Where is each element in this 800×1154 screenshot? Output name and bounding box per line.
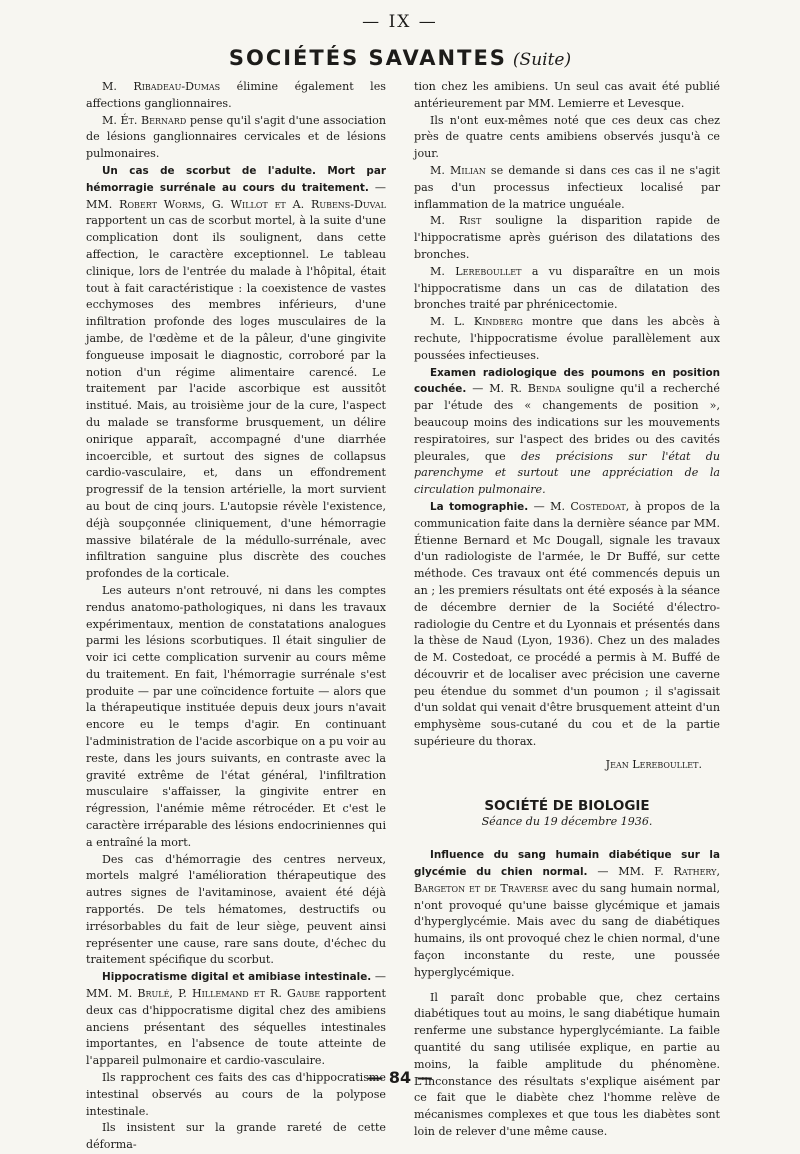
article-tomographie [414, 499, 720, 751]
speaker-name: M. L. Kindberg [430, 315, 523, 329]
article-title: Influence du sang humain diabétique sur la glycémie du chien normal. [414, 849, 720, 879]
paragraph-text: souligne la disparition rapide de l'hippocratisme après guérison des dilatations des bronches. [414, 214, 720, 261]
paragraph: Ils n'ont eux-mêmes noté que ces deux cas chez près de quatre cents amibiens observés jusqu'à ce jour. [414, 113, 720, 161]
paragraph-text: montre que dans les abcès à rechute, l'hippocratisme évolue parallèlement aux poussées infectieuses. [414, 315, 720, 362]
paragraph-text: se demande si dans ces cas il ne s'agit pas d'un processus infectieux localisé par inflammation de la matrice unguéale. [414, 163, 720, 211]
article-authors: — M. Costedoat, [528, 499, 630, 513]
paragraph-text: souligne qu'il a recherché par l'étude des « changements de position », beaucoup moins des indications sur les mouvements respiratoires, sur l'aspect des brides ou des cavités pleurales, que [414, 382, 720, 463]
paragraph-text: rapportent deux cas d'hippocratisme digital chez des amibiens anciens présentant des séquelles intestinales importantes, en l'absence de toute atteinte de l'appareil pulmonaire et cardio-vasculaire. [86, 987, 386, 1068]
running-heading [0, 46, 800, 70]
paragraph: Il paraît donc probable que, chez certains diabétiques tout au moins, le sang diabétique humain renferme une substance hyperglycémiante. La faible quantité du sang utilisée explique, en partie au moins, la faible amplitude du phénomène. L'inconstance des résultats s'explique aisément par ce fait que le diabète chez l'homme relève de mécanismes complexes et que tous les diabètes sont loin de relever d'une même cause. [414, 990, 720, 1139]
article-title: Hippocratisme digital et amibiase intestinale. [102, 971, 372, 984]
signature: Jean Lereboullet. [605, 757, 702, 771]
paragraph [414, 163, 720, 213]
speaker-name: M. Ét. Bernard [102, 113, 187, 127]
paragraph-text: à propos de la communication faite dans la dernière séance par MM. Étienne Bernard et Mc Dougall, signale les travaux d'un radiologiste de l'armée, le Dr Buffé, sur cette méthode. Ces travaux ont été commencés depuis un an ; les premiers résultats ont été exposés à la séance de décembre dernier de la Société d'électro-radiologie du Centre et du Lyonnais et présentés dans la thèse de Naud (Lyon, 1936). Chez un des malades de M. Costedoat, ce procédé a permis à M. Buffé de découvrir et de localiser avec précision une caverne peu étendue du sommet d'un poumon ; il s'agissait d'un soldat qui venait d'être brusquement atteint d'un emphysème sous-cutané du cou et de la partie supérieure du thorax. [414, 499, 720, 749]
paragraph-text: a vu disparaître en un mois l'hippocratisme dans un cas de dilatation des bronches traité par phrénicectomie. [414, 264, 720, 312]
emphasis-text: des précisions sur l'état du parenchyme et surtout une appréciation de la circulation pulmonaire. [414, 449, 720, 497]
left-column [86, 79, 386, 1154]
article-authors: — MM. M. Brulé, P. Hillemand et R. Gaube [86, 970, 386, 1001]
speaker-name: M. Milian [430, 163, 486, 177]
paragraph-text: avec du sang humain normal, n'ont provoqué qu'une baisse glycémique et jamais d'hyperglycémie. Mais avec du sang de diabétiques humains, ils ont provoqué chez le chien normal, d'une façon inconstante du reste, une poussée hyperglycémique. [414, 881, 720, 979]
article-hippocratisme [86, 969, 386, 1070]
section-title: SOCIÉTÉ DE BIOLOGIE [484, 797, 650, 814]
paragraph [414, 314, 720, 364]
article-authors: — MM. Robert Worms, G. Willot et A. Rubens-Duval [86, 180, 386, 211]
paragraph: Des cas d'hémorragie des centres nerveux, mortels malgré l'amélioration thérapeutique des autres signes de l'avitaminose, avaient été déjà rapportés. De tels hématomes, destructifs ou irrésorbables du fait de leur siège, peuvent ainsi représenter une cause, rare sans doute, d'échec du traitement spécifique du scorbut. [86, 852, 386, 967]
article-radiologie [414, 365, 720, 499]
page-title-suffix: (Suite) [512, 50, 572, 70]
paragraph: Ils insistent sur la grande rareté de cette déforma- [86, 1121, 386, 1152]
speaker-name: M. Ribadeau-Dumas [102, 80, 221, 93]
paragraph-text: élimine également les affections ganglionnaires. [86, 80, 386, 110]
article-title: Examen radiologique des poumons en position couchée. [414, 366, 720, 396]
speaker-name: M. Lereboullet [430, 264, 522, 278]
right-column [414, 79, 720, 1141]
paragraph [414, 213, 720, 263]
article-scorbut [86, 163, 386, 583]
paragraph-text: pense qu'il s'agit d'une association de lésions ganglionnaires cervicales et de lésions pulmonaires. [86, 113, 386, 161]
page-roman-numeral: — IX — [362, 12, 438, 32]
speaker-name: M. Rist [430, 214, 482, 228]
paragraph [86, 79, 386, 113]
paragraph-text: rapportent un cas de scorbut mortel, à la suite d'une complication dont ils soulignent, dans cette affection, le caractère exceptionnel. Le tableau clinique, lors de l'entrée du malade à l'hôpital, était tout à fait caractéristique : la coexistence de vastes ecchymoses des membres inférieurs, d'une infiltration profonde des loges musculaires de la jambe, de l'œdème et de la pâleur, d'une gingivite fongueuse imposait le diagnostic, corroboré par la notion d'un régime alimentaire carencé. Le traitement par l'acide ascorbique est aussitôt institué. Mais, au troisième jour de la cure, l'aspect du malade se transforme brusquement, un délire onirique apparaît, accompagné d'une diarrhée incoercible, et surtout des signes de collapsus cardio-vasculaire, et, dans un effondrement progressif de la tension artérielle, la mort survient au bout de cinq jours. L'autopsie révèle l'existence, déjà soupçonnée cliniquement, d'une hémorragie massive bilatérale de la médullo-surrénale, avec infiltration sanguine plus discrète des couches profondes de la corticale. [86, 214, 386, 581]
page-number: — 84 — [367, 1068, 433, 1087]
paragraph [86, 113, 386, 163]
article-title: Un cas de scorbut de l'adulte. Mort par hémorragie surrénale au cours du traitement. [86, 164, 386, 194]
article-authors: — MM. F. Rathery, Bargeton et de Traverse [414, 865, 720, 895]
paragraph: tion chez les amibiens. Un seul cas avait été publié antérieurement par MM. Lemierre et Levesque. [414, 80, 720, 110]
paragraph: Les auteurs n'ont retrouvé, ni dans les comptes rendus anatomo-pathologiques, ni dans les travaux expérimentaux, mention de constatations analogues parmi les lésions scorbutiques. Il était singulier de voir ici cette complication survenir au cours même du traitement. En fait, l'hémorragie surrénale s'est produite — par une coïncidence fortuite — alors que la thérapeutique instituée depuis deux jours n'avait encore eu le temps d'agir. En continuant l'administration de l'acide ascorbique on a pu voir au reste, dans les jours suivants, en contraste avec la gravité extrême de l'état général, l'infiltration musculaire s'affaisser, la gingivite entrer en régression, l'anémie même rétrocéder. Et c'est le caractère irréparable des lésions endocriniennes qui a entraîné la mort. [86, 583, 386, 849]
paragraph [414, 264, 720, 314]
article-glycemie [414, 847, 720, 981]
article-authors: — M. R. Benda [466, 382, 561, 396]
article-title: La tomographie. [430, 500, 529, 513]
paragraph: Ils rapprochent ces faits des cas d'hippocratisme intestinal observés au cours de la polypose intestinale. [86, 1071, 386, 1118]
section-date: Séance du 19 décembre 1936. [481, 815, 653, 829]
page-title: SOCIÉTÉS SAVANTES [228, 46, 507, 70]
